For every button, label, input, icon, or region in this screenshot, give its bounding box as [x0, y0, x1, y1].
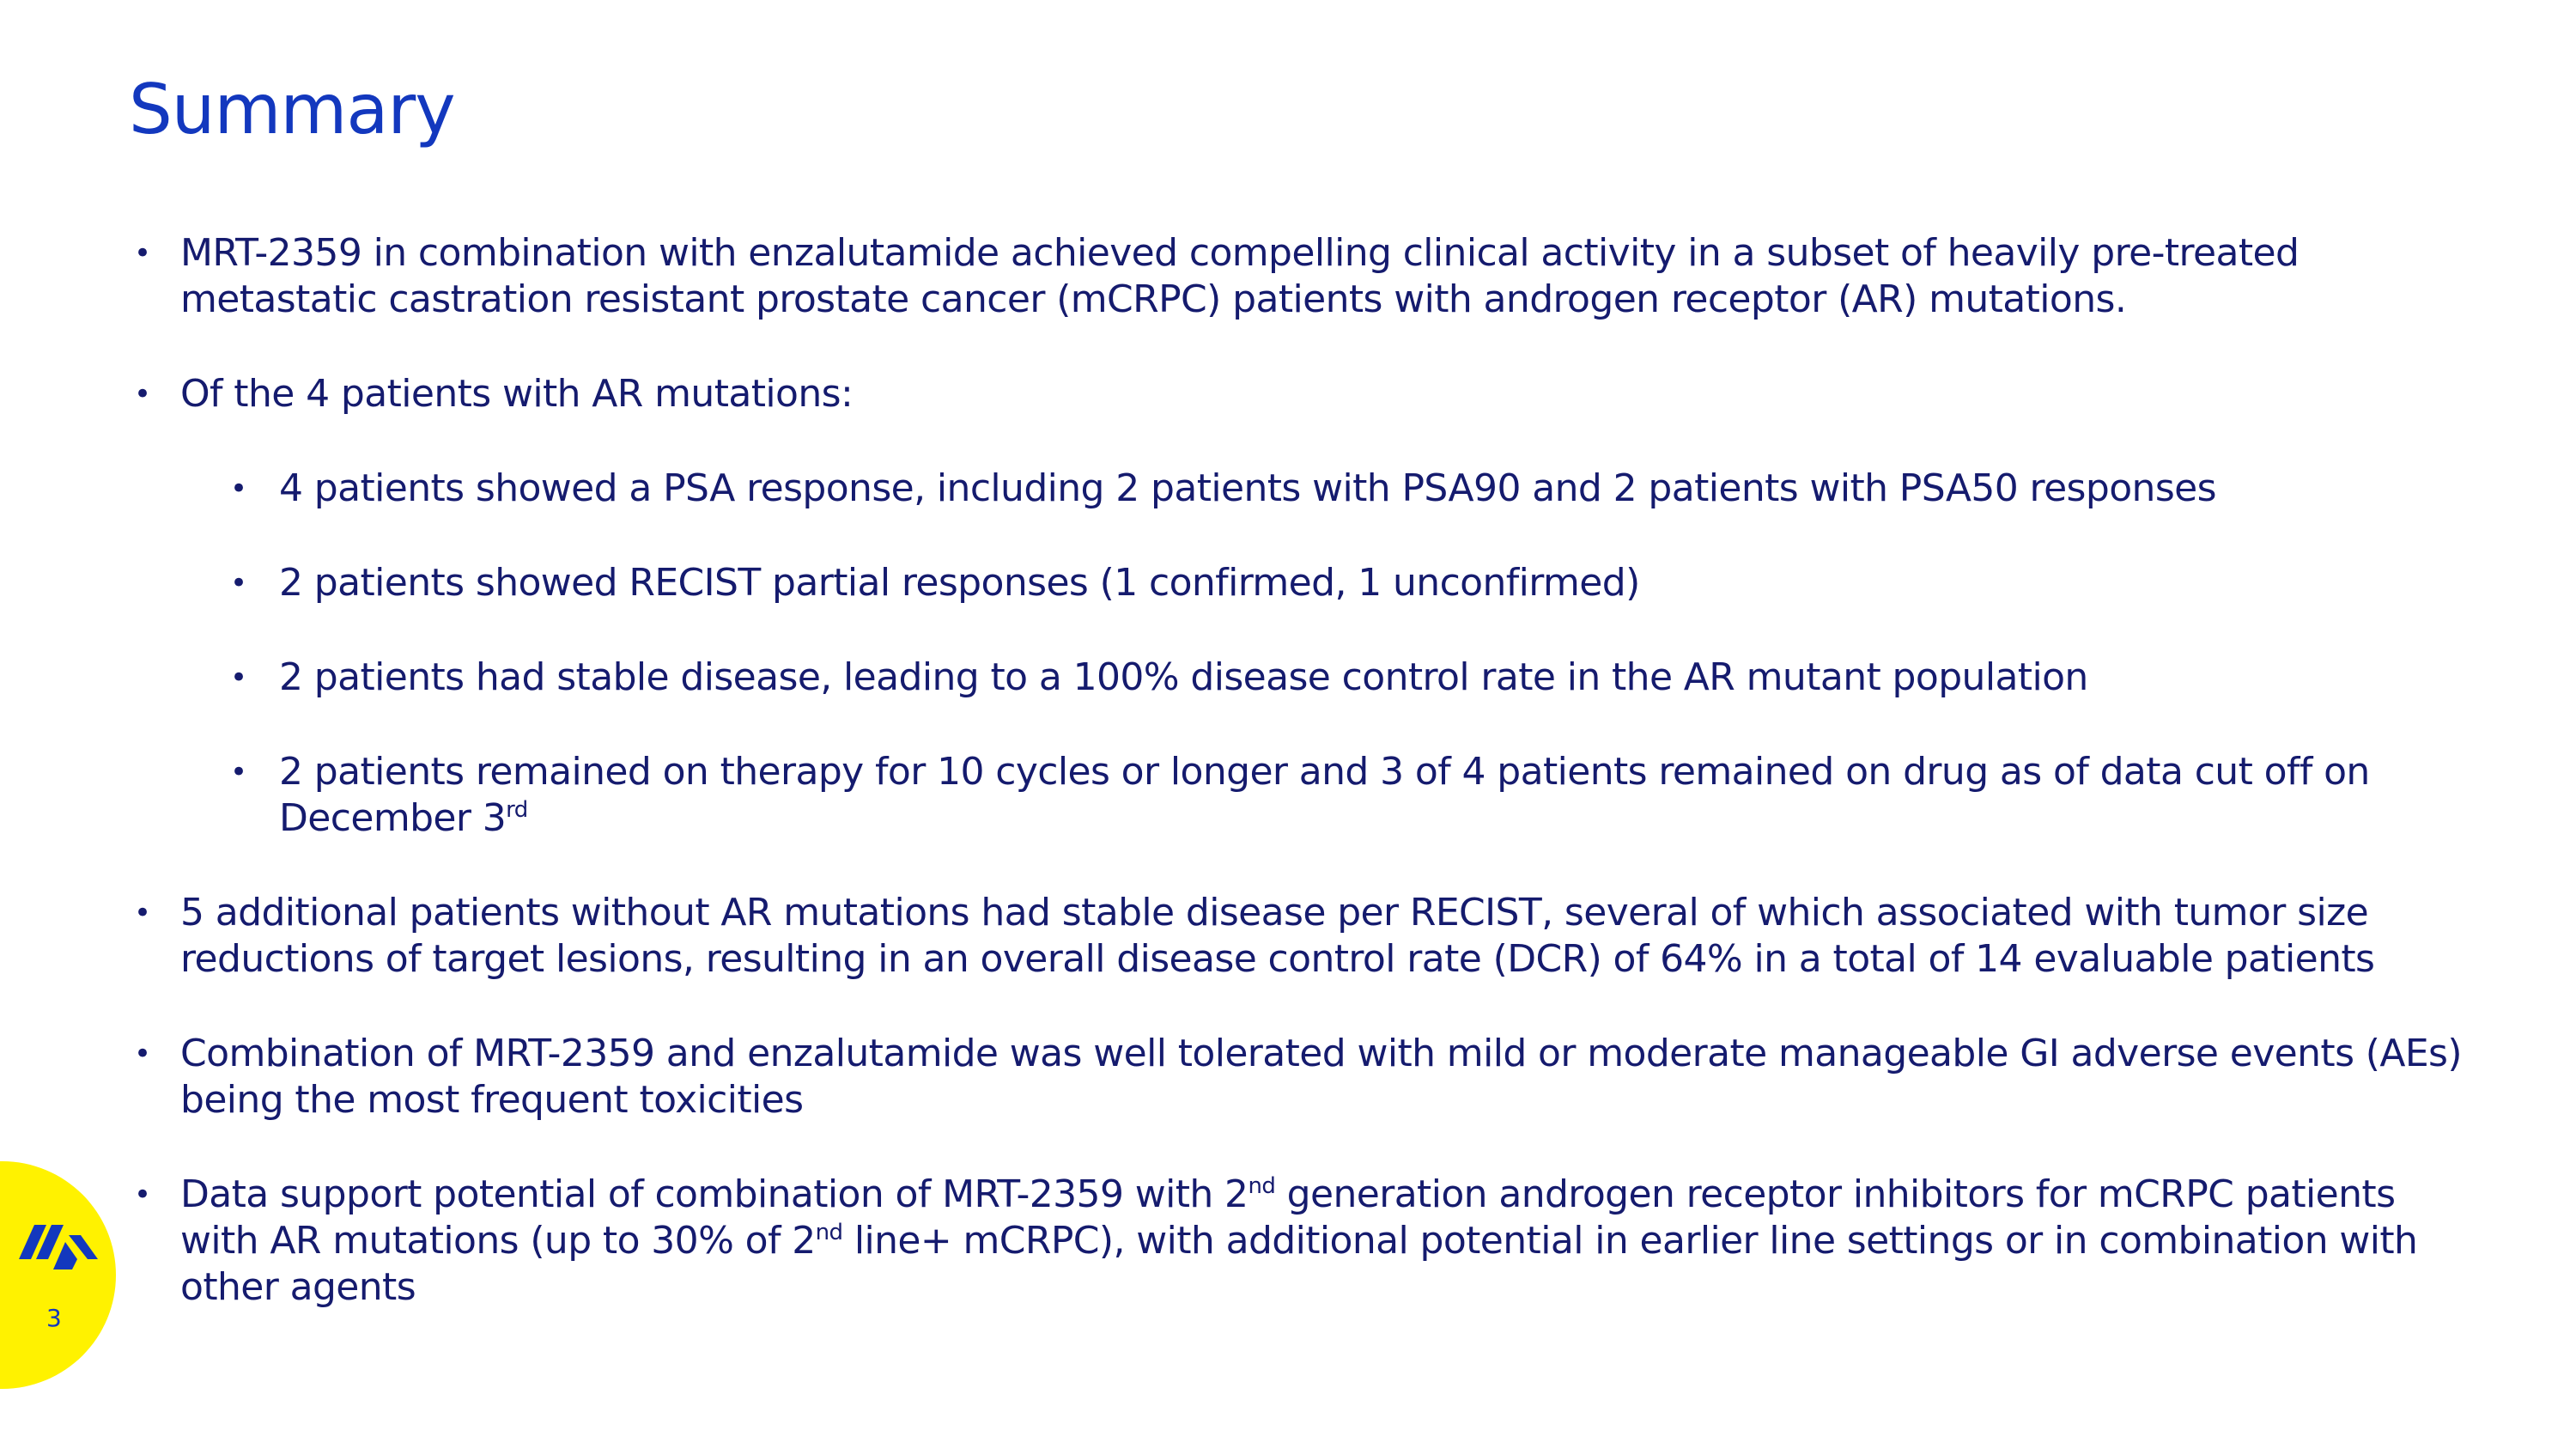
- bullet-item: [129, 371, 2482, 417]
- sub-bullet-item: [129, 560, 2482, 606]
- bullet-text: Combination of MRT-2359 and enzalutamide was well tolerated with mild or moderate manageable GI adverse events (AEs) being the most frequent toxicities: [180, 1032, 2462, 1122]
- bullet-text-part: line+ mCRPC), with additional potential in earlier line settings or in combination with other agents: [180, 1219, 2418, 1309]
- superscript: nd: [1248, 1173, 1276, 1199]
- sub-bullet-item: [129, 749, 2482, 842]
- summary-bullet-list: [129, 230, 2482, 1359]
- bullet-dot-icon: •: [134, 1037, 151, 1071]
- page-number: 3: [46, 1304, 62, 1332]
- company-logo-icon: [15, 1209, 101, 1274]
- bullet-dot-icon: •: [134, 236, 151, 271]
- bullet-item: [129, 230, 2482, 323]
- sub-bullet-item: [129, 466, 2482, 512]
- bullet-dot-icon: •: [230, 661, 247, 695]
- bullet-text: 5 additional patients without AR mutations had stable disease per RECIST, several of which associated with tumor size reductions of target lesions, resulting in an overall disease control rate (DCR) of 64% in a total of 14 evaluable patients: [180, 891, 2375, 981]
- bullet-item: [129, 1031, 2482, 1123]
- sub-bullet-text: 4 patients showed a PSA response, including 2 patients with PSA90 and 2 patients with PSA50 responses: [279, 466, 2216, 510]
- sub-bullet-text: 2 patients showed RECIST partial responses (1 confirmed, 1 unconfirmed): [279, 561, 1640, 605]
- superscript: rd: [506, 797, 528, 823]
- bullet-dot-icon: •: [230, 472, 247, 506]
- bullet-dot-icon: •: [230, 755, 247, 789]
- bullet-text-part: Data support potential of combination of MRT-2359 with 2: [180, 1172, 1249, 1216]
- slide-title: Summary: [129, 70, 455, 149]
- bullet-text: MRT-2359 in combination with enzalutamide achieved compelling clinical activity in a subset of heavily pre-treated metastatic castration resistant prostate cancer (mCRPC) patients with androgen receptor (AR) mutations.: [180, 231, 2300, 321]
- bullet-dot-icon: •: [134, 896, 151, 930]
- bullet-item: [129, 890, 2482, 983]
- sub-bullet-text: 2 patients had stable disease, leading to a 100% disease control rate in the AR mutant population: [279, 655, 2088, 699]
- superscript: nd: [815, 1220, 843, 1245]
- bullet-dot-icon: •: [134, 377, 151, 411]
- bullet-dot-icon: •: [230, 566, 247, 600]
- bullet-dot-icon: •: [134, 1178, 151, 1212]
- bullet-text: Of the 4 patients with AR mutations:: [180, 372, 854, 416]
- logo-yellow-circle: [0, 1161, 116, 1389]
- bullet-text-part: generation androgen receptor inhibitors for mCRPC patients with AR mutations (up to 30% of 2: [180, 1172, 2396, 1263]
- sub-bullet-text: 2 patients remained on therapy for 10 cycles or longer and 3 of 4 patients remained on drug as of data cut off on December 3: [279, 750, 2370, 840]
- bullet-item: [129, 1172, 2482, 1311]
- sub-bullet-item: [129, 654, 2482, 701]
